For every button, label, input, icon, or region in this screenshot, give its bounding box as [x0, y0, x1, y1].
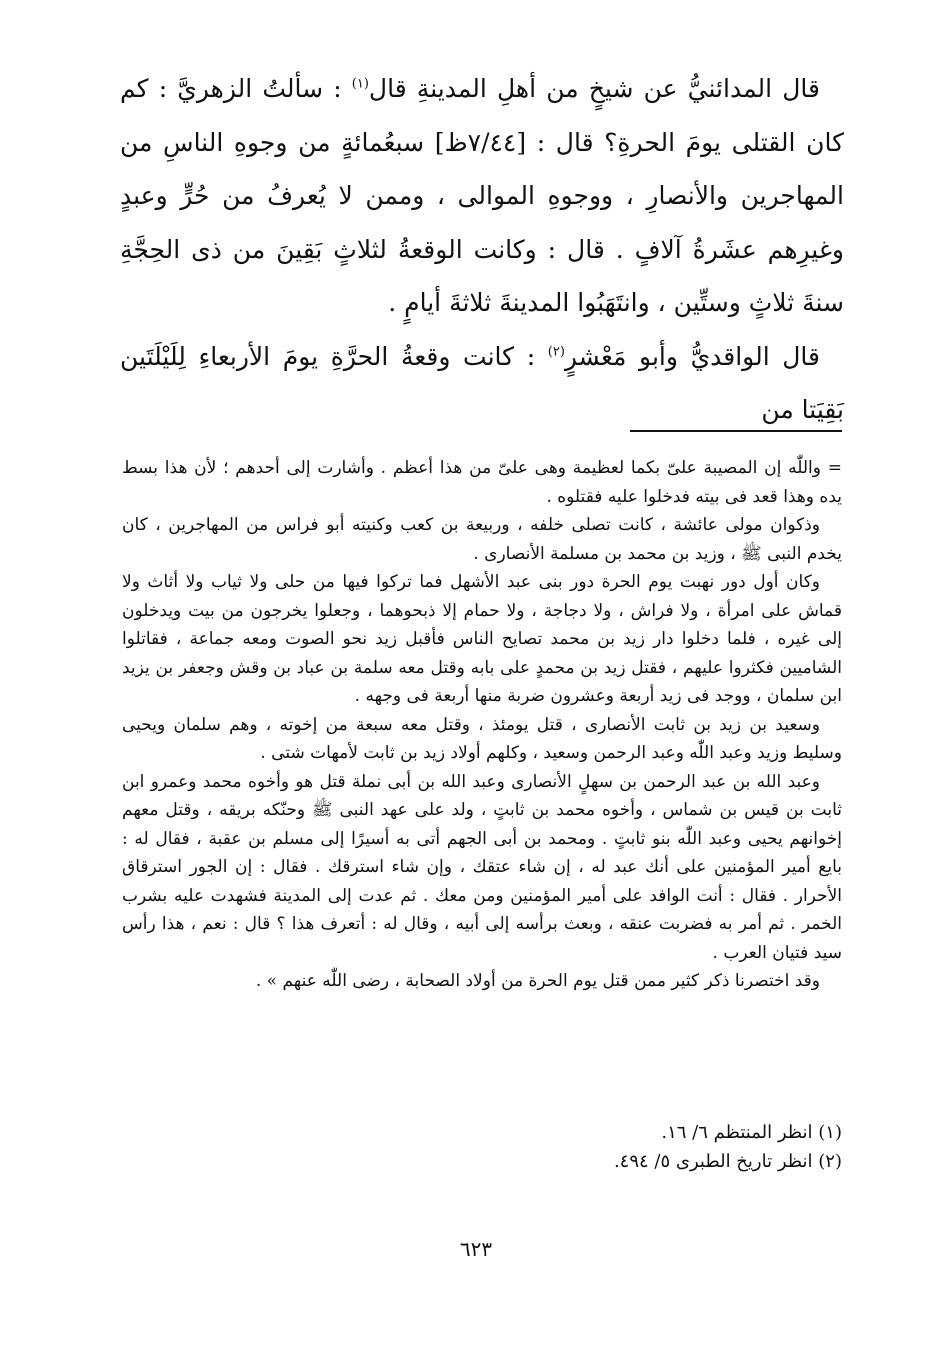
footnote-separator	[630, 430, 842, 432]
footnote-reference[interactable]: (٢)	[547, 344, 565, 360]
continued-notes	[122, 454, 842, 996]
main-text	[120, 62, 844, 437]
main-text-segment: قال المدائنيُّ عن شيخٍ من أهلِ المدينةِ قال	[368, 74, 820, 103]
note-paragraph: وقد اختصرنا ذكر كثير ممن قتل يوم الحرة من أولاد الصحابة ، رضى اللّٰه عنهم » .	[255, 971, 820, 991]
page-number: ٦٢٣	[459, 1237, 493, 1261]
footnote-reference[interactable]: (١)	[351, 76, 369, 92]
note-paragraph: وكان أول دور نهبت يوم الحرة دور بنى عبد الأشهل فما تركوا فيها من حلى ولا ثياب ولا أثاث ولا قماش على امرأة ، ولا فراش ، ولا دجاجة ، ولا حمام إلا ذبحوهما ، وجعلوا يخرجون من بيت ويدخلون إلى غيره ، فلما دخلوا دار زيد بن محمد تصايح الناس فأقبل زيد نحو الصوت ومعه جماعة ، فقاتلوا الشاميين فكثروا عليهم ، فقتل زيد بن محمدٍ على بابه وقتل معه سلمة بن عباد بن وقش وجعفر بن يزيد ابن سلمان ، ووجد فى زيد أربعة وعشرون ضربة منها أربعة فى وجهه .	[122, 572, 842, 706]
footnote-item: (١) انظر المنتظم ٦/ ١٦.	[661, 1122, 842, 1143]
note-paragraph: وسعيد بن زيد بن ثابت الأنصارى ، قتل يومئذ ، وقتل معه سبعة من إخوته ، وهم سلمان ويحيى وسليط وزيد وعبد اللّٰه وعبد الرحمن وسعيد ، وكلهم أولاد زيد بن ثابت لأمهات شتى .	[122, 714, 842, 763]
note-paragraph: وعبد الله بن عبد الرحمن بن سهلٍ الأنصارى وعبد الله بن أبى نملة قتل هو وأخوه محمد وعمرو ابن ثابت بن قيس بن شماس ، وأخوه محمد بن ثابتٍ ، ولد على عهد النبى ﷺ وحنّكه بريقه ، وقتل معهم إخوانهم يحيى وعبد اللّٰه بنو ثابتٍ . ومحمد بن أبى الجهم أتى به أسيرًا إلى مسلم بن عقبة ، فقال له : بايع أمير المؤمنين على أنك عبد له ، إن شاء عتقك ، وإن شاء استرقك . فقال : إن الجور استرقاق الأحرار . فقال : أنت الوافد على أمير المؤمنين ومن معك . ثم عدت إلى المدينة فشهدت عليه بشرب الخمر . ثم أمر به فضربت عنقه ، وبعث برأسه إلى أبيه ، وقال له : أتعرف هذا ؟ قال : نعم ، هذا رأس سيد فتيان العرب .	[122, 771, 843, 963]
note-paragraph: وذكوان مولى عائشة ، كانت تصلى خلفه ، وربيعة بن كعب وكنيته أبو فراس من المهاجرين ، كان يخدم النبى ﷺ ، وزيد بن محمد بن مسلمة الأنصارى .	[122, 515, 842, 564]
footnotes	[122, 1118, 842, 1176]
note-paragraph: = واللّٰه إن المصيبة علىّ بكما لعظيمة وهى علىّ من هذا أعظم . وأشارت إلى أحدهم ؛ لأن هذا بسط يده وهذا قعد فى بيته فدخلوا عليه فقتلوه .	[122, 458, 842, 507]
main-text-segment: : كانت وقعةُ الحرَّةِ يومَ الأربعاءِ لِلَيْلَتَين بَقِيَتا من	[120, 341, 844, 424]
main-text-segment: : سألتُ الزهريَّ : كم كان القتلى يومَ الحرةِ؟ قال : [٧/٤٤ظ] سبعُمائةٍ من وجوهِ الناسِ من المهاجرين والأنصارِ ، ووجوهِ الموالى ، وممن لا يُعرفُ من حُرٍّ وعبدٍ وغيرِهم عشَرةُ آلافٍ . قال : وكانت الوقعةُ لثلاثٍ بَقِينَ من ذى الحِجَّةِ سنةَ ثلاثٍ وستِّين ، وانتَهَبُوا المدينةَ ثلاثةَ أيامٍ .	[120, 74, 844, 317]
main-paragraph	[120, 330, 844, 437]
main-paragraph	[120, 62, 844, 330]
footnote-item: (٢) انظر تاريخ الطبرى ٥/ ٤٩٤.	[613, 1151, 842, 1172]
main-text-segment: قال الواقديُّ وأبو مَعْشرٍ	[564, 341, 820, 371]
